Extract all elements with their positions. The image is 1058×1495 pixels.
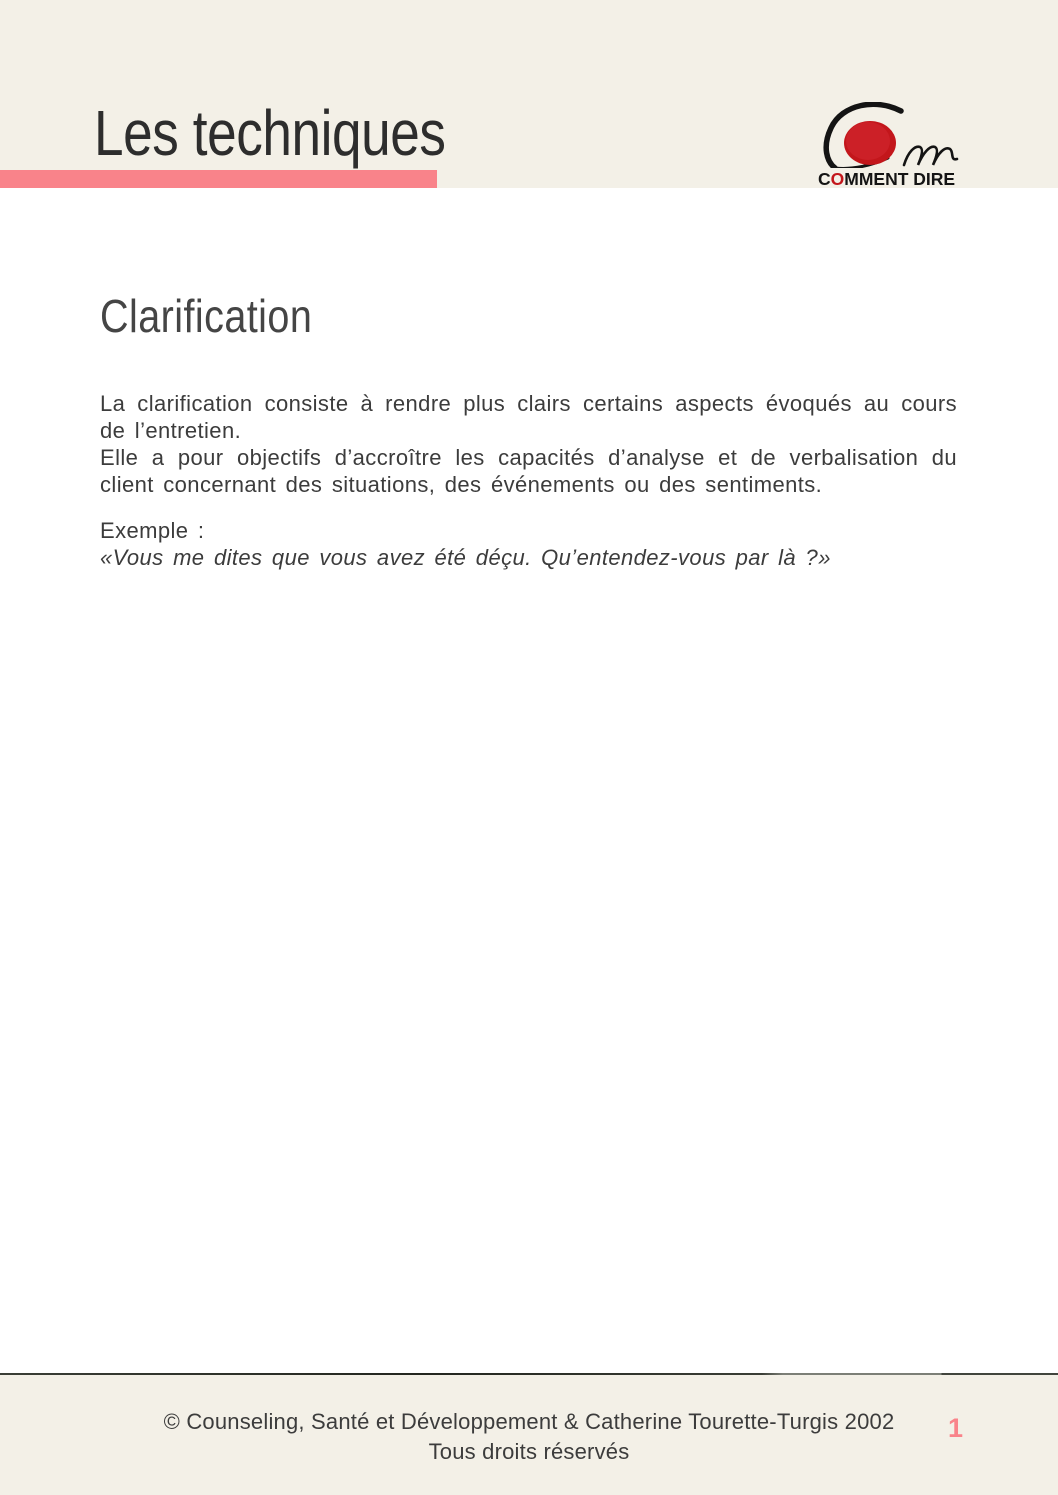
page-title: Les techniques xyxy=(94,97,446,169)
logo-letters-rest: MMENT DIRE xyxy=(844,169,956,189)
example-label: Exemple : xyxy=(100,518,205,543)
logo-letter-c: C xyxy=(818,169,831,189)
paragraph-line: La clarification consiste à rendre plus clairs certains aspects évoqués au cours xyxy=(100,391,957,416)
logo-letter-o: O xyxy=(830,169,845,189)
comment-dire-logo-icon xyxy=(818,102,963,168)
paragraph-line: Elle a pour objectifs d’accroître les capacités d’analyse et de verbalisation du xyxy=(100,445,957,470)
title-underline-bar xyxy=(0,170,437,188)
paragraph-line: client concernant des situations, des événements ou des sentiments. xyxy=(100,472,823,497)
logo-wordmark xyxy=(818,169,968,190)
header-band xyxy=(0,0,1058,188)
footer-copyright: © Counseling, Santé et Développement & Catherine Tourette-Turgis 2002 xyxy=(163,1409,895,1434)
footer-text xyxy=(0,1407,1058,1467)
page-number: 1 xyxy=(948,1413,964,1443)
example-block xyxy=(100,517,957,571)
example-quote: «Vous me dites que vous avez été déçu. Qu’entendez-vous par là ?» xyxy=(100,545,831,570)
body-paragraph xyxy=(100,390,957,498)
footer-rights: Tous droits réservés xyxy=(428,1439,630,1464)
paragraph-line: de l’entretien. xyxy=(100,418,242,443)
comment-dire-logo xyxy=(818,102,968,190)
section-heading: Clarification xyxy=(100,290,313,342)
